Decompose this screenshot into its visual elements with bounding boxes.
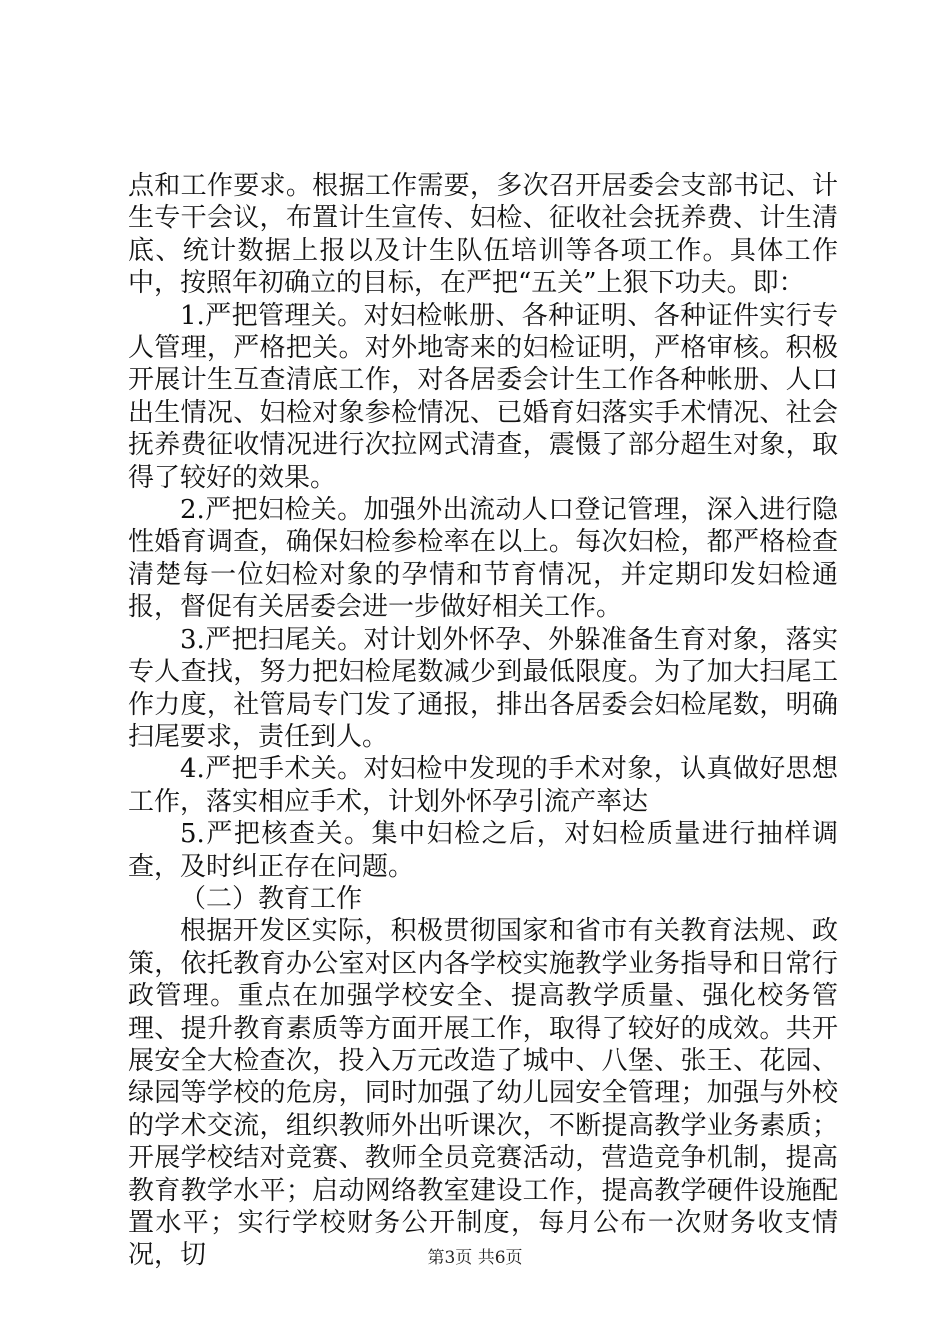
paragraph-intro-continuation: 点和工作要求。根据工作需要，多次召开居委会支部书记、计生专干会议，布置计生宣传、妇检、征收社会抚养费、计生清底、统计数据上报以及计生队伍培训等各项工作。具体工作中，按照年初确立的目标，在严把“五关”上狠下功夫。即：	[128, 171, 838, 299]
paragraph-verification-check: 5.严把核查关。集中妇检之后，对妇检质量进行抽样调查，及时纠正存在问题。	[128, 819, 838, 882]
paragraph-management-check: 1.严把管理关。对妇检帐册、各种证明、各种证件实行专人管理，严格把关。对外地寄来的妇检证明，严格审核。积极开展计生互查清底工作，对各居委会计生工作各种帐册、人口出生情况、妇检对象参检情况、已婚育妇落实手术情况、社会抚养费征收情况进行次拉网式清查，震慑了部分超生对象，取得了较好的效果。	[128, 300, 838, 493]
paragraph-gynecology-check: 2.严把妇检关。加强外出流动人口登记管理，深入进行隐性婚育调查，确保妇检参检率在以上。每次妇检，都严格检查清楚每一位妇检对象的孕情和节育情况，并定期印发妇检通报，督促有关居委会进一步做好相关工作。	[128, 495, 838, 623]
section-heading-education: （二）教育工作	[180, 883, 363, 914]
page-footer: 第3页 共6页	[427, 1248, 523, 1268]
document-body	[128, 170, 838, 1272]
paragraph-education-work: 根据开发区实际，积极贯彻国家和省市有关教育法规、政策，依托教育办公室对区内各学校实施教学业务指导和日常行政管理。重点在加强学校安全、提高教学质量、强化校务管理、提升教育素质等方面开展工作，取得了较好的成效。共开展安全大检查次，投入万元改造了城中、八堡、张王、花园、绿园等学校的危房，同时加强了幼儿园安全管理；加强与外校的学术交流，组织教师外出听课次，不断提高教学业务素质；开展学校结对竞赛、教师全员竞赛活动，营造竞争机制，提高教育教学水平；启动网络教室建设工作，提高教学硬件设施配置水平；实行学校财务公开制度，每月公布一次财务收支情况，切	[128, 916, 838, 1271]
paragraph-wrap-up-check: 3.严把扫尾关。对计划外怀孕、外躲准备生育对象，落实专人查找，努力把妇检尾数减少到最低限度。为了加大扫尾工作力度，社管局专门发了通报，排出各居委会妇检尾数，明确扫尾要求，责任到人。	[128, 624, 838, 752]
paragraph-surgery-check: 4.严把手术关。对妇检中发现的手术对象，认真做好思想工作，落实相应手术，计划外怀孕引流产率达	[128, 754, 838, 817]
